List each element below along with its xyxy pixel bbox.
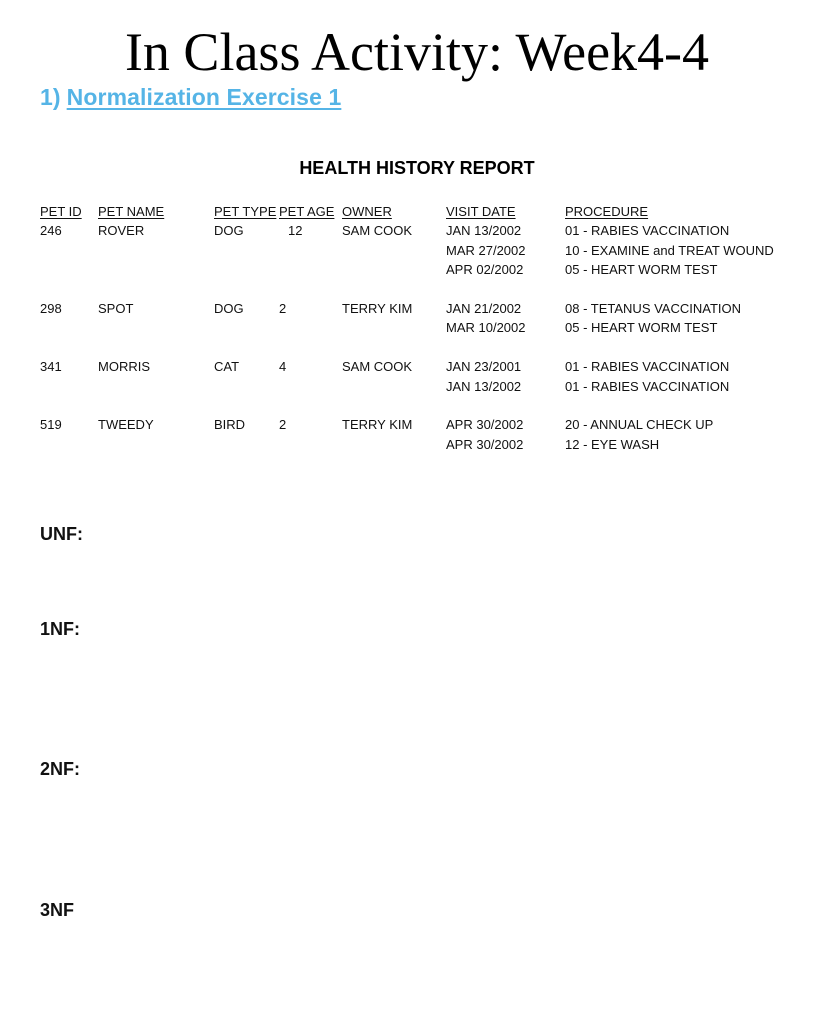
- section-title-link[interactable]: Normalization Exercise 1: [66, 84, 342, 110]
- cell-visit-date: JAN 13/2002: [446, 378, 522, 394]
- cell-pet-name: TWEEDY: [98, 417, 154, 433]
- cell-visit-date: MAR 27/2002: [446, 242, 526, 258]
- cell-owner: SAM COOK: [342, 223, 413, 239]
- cell-pet-id: 341: [40, 359, 62, 375]
- cell-procedure: 12 - EYE WASH: [565, 436, 660, 452]
- cell-pet-id: 246: [40, 223, 62, 239]
- cell-pet-type: CAT: [214, 359, 240, 375]
- cell-visit-date: JAN 21/2002: [446, 300, 522, 316]
- page-title: In Class Activity: Week4-4: [124, 22, 710, 82]
- cell-visit-date: APR 30/2002: [446, 417, 524, 433]
- cell-pet-id: 298: [40, 300, 62, 316]
- cell-procedure: 20 - ANNUAL CHECK UP: [565, 417, 714, 433]
- cell-procedure: 01 - RABIES VACCINATION: [565, 359, 730, 375]
- header-visit-date: VISIT DATE: [446, 204, 516, 219]
- 2nf-label: 2NF:: [40, 759, 80, 779]
- cell-procedure: 08 - TETANUS VACCINATION: [565, 300, 742, 316]
- cell-owner: TERRY KIM: [342, 300, 413, 316]
- cell-pet-name: MORRIS: [98, 359, 150, 375]
- cell-procedure: 10 - EXAMINE and TREAT WOUND: [565, 242, 774, 258]
- cell-visit-date: JAN 23/2001: [446, 359, 522, 375]
- header-pet-name: PET NAME: [98, 204, 165, 219]
- cell-visit-date: MAR 10/2002: [446, 320, 526, 336]
- cell-pet-age: 2: [279, 300, 287, 316]
- cell-pet-type: BIRD: [214, 417, 246, 433]
- cell-procedure: 01 - RABIES VACCINATION: [565, 223, 730, 239]
- section-heading: [40, 82, 341, 112]
- cell-pet-age: 12: [288, 223, 303, 239]
- cell-procedure: 01 - RABIES VACCINATION: [565, 378, 730, 394]
- cell-pet-name: SPOT: [98, 300, 134, 316]
- 3nf-label: 3NF: [40, 900, 75, 920]
- report-title: HEALTH HISTORY REPORT: [299, 158, 535, 178]
- header-procedure: PROCEDURE: [565, 204, 649, 219]
- cell-pet-age: 4: [279, 359, 287, 375]
- cell-visit-date: JAN 13/2002: [446, 223, 522, 239]
- header-pet-id: PET ID: [40, 204, 82, 219]
- cell-procedure: 05 - HEART WORM TEST: [565, 320, 718, 336]
- cell-procedure: 05 - HEART WORM TEST: [565, 262, 718, 278]
- cell-pet-type: DOG: [214, 300, 244, 316]
- cell-pet-type: DOG: [214, 223, 244, 239]
- cell-visit-date: APR 30/2002: [446, 436, 524, 452]
- cell-owner: TERRY KIM: [342, 417, 413, 433]
- cell-visit-date: APR 02/2002: [446, 262, 524, 278]
- header-owner: OWNER: [342, 204, 392, 219]
- cell-pet-name: ROVER: [98, 223, 145, 239]
- cell-pet-id: 519: [40, 417, 62, 433]
- header-pet-age: PET AGE: [279, 204, 335, 219]
- cell-owner: SAM COOK: [342, 359, 413, 375]
- 1nf-label: 1NF:: [40, 619, 80, 639]
- header-pet-type: PET TYPE: [214, 204, 277, 219]
- cell-pet-age: 2: [279, 417, 287, 433]
- section-number: 1): [40, 84, 61, 110]
- unf-label: UNF:: [40, 524, 83, 544]
